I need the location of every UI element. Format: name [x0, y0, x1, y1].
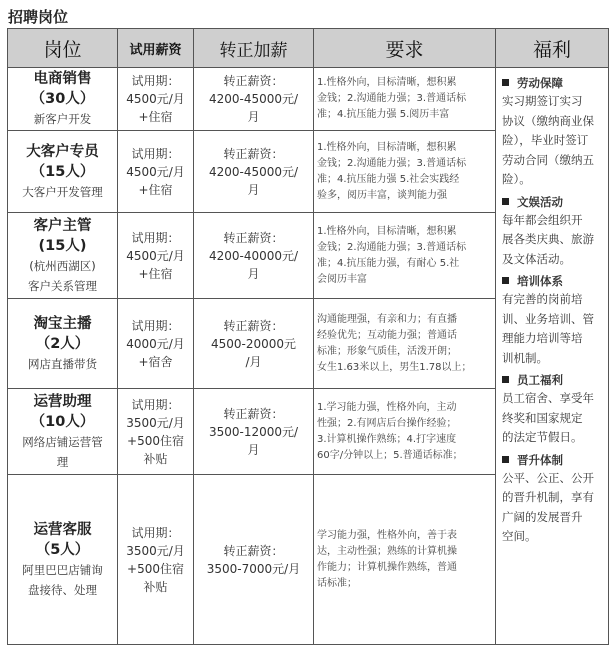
trial-line: +住宿 — [138, 182, 173, 197]
header-requirements: 要求 — [314, 29, 496, 68]
benefit-desc: 公平、公正、公开 的晋升机制，享有 广阔的发展晋升 空间。 — [502, 470, 594, 543]
requirements-cell — [314, 131, 496, 213]
header-row — [8, 29, 609, 68]
requirements-cell — [314, 475, 496, 645]
benefit-title: 文娱活动 — [502, 193, 603, 211]
regular-line: 月 — [247, 182, 260, 197]
position-cell — [8, 475, 118, 645]
regular-salary-cell — [194, 389, 314, 475]
requirements-cell — [314, 389, 496, 475]
square-bullet-icon — [502, 376, 509, 383]
trial-line: +宿舍 — [138, 354, 173, 369]
benefit-title: 劳动保障 — [502, 74, 603, 92]
position-cell — [8, 213, 118, 299]
position-name: 淘宝主播 — [33, 315, 92, 332]
trial-salary-cell — [118, 68, 194, 131]
regular-line: /月 — [245, 354, 262, 369]
page-title: 招聘岗位 — [8, 8, 69, 26]
regular-line: 4200-40000元/ — [208, 248, 299, 263]
trial-line: 试用期： — [131, 230, 180, 245]
position-cell — [8, 389, 118, 475]
benefit-desc: 有完善的岗前培 训、业务培训、管 理能力培训等培 训机制。 — [502, 292, 594, 365]
position-desc: 阿里巴巴店铺询 — [22, 562, 103, 577]
requirement-line: 标准；形象气质佳，活泼开朗； — [317, 345, 457, 357]
trial-line: 补贴 — [143, 579, 168, 594]
requirement-line: 准；4.抗压能力强 5.社会实践经 — [317, 173, 460, 185]
trial-line: 试用期： — [131, 146, 180, 161]
position-name: 客户主管 — [33, 217, 92, 234]
trial-line: +住宿 — [138, 110, 173, 124]
trial-line: 3500元/月 — [126, 415, 185, 430]
requirements-cell — [314, 299, 496, 389]
position-desc: 新客户开发 — [33, 112, 92, 126]
trial-line: 试用期： — [131, 525, 180, 540]
position-count: （5人） — [35, 541, 90, 558]
requirement-line: 金钱；2.沟通能力强；3.普通话标 — [317, 93, 467, 104]
trial-line: 补贴 — [143, 451, 168, 466]
position-desc: (杭州西湖区) — [29, 258, 96, 273]
position-count: （2人） — [35, 335, 90, 352]
requirement-line: 准；4.抗压能力强 5.阅历丰富 — [317, 109, 450, 120]
requirement-line: 沟通能理强，有亲和力；有直播 — [317, 313, 457, 325]
benefit-title: 员工福利 — [502, 371, 603, 389]
regular-line: 3500-7000元/月 — [206, 561, 301, 576]
trial-line: 4500元/月 — [126, 164, 185, 179]
regular-line: 转正薪资： — [223, 543, 284, 558]
regular-salary-cell — [194, 475, 314, 645]
position-count: （15人） — [30, 163, 95, 180]
header-position: 岗位 — [8, 29, 118, 68]
trial-line: 试用期： — [131, 397, 180, 412]
regular-salary-cell — [194, 299, 314, 389]
regular-line: 转正薪资： — [223, 146, 284, 161]
square-bullet-icon — [502, 277, 509, 284]
square-bullet-icon — [502, 456, 509, 463]
requirements-cell — [314, 213, 496, 299]
requirement-line: 话标准； — [317, 577, 357, 589]
square-bullet-icon — [502, 198, 509, 205]
requirement-line: 金钱；2.沟通能力强；3.普通话标 — [317, 157, 467, 169]
position-cell — [8, 131, 118, 213]
benefit-desc: 员工宿舍、享受年 终奖和国家规定 的法定节假日。 — [502, 391, 594, 444]
position-name: 电商销售 — [33, 71, 92, 87]
regular-line: 月 — [247, 442, 260, 457]
regular-line: 转正薪资： — [223, 406, 284, 421]
requirement-line: 金钱；2.沟通能力强；3.普通话标 — [317, 241, 467, 253]
recruitment-table — [7, 28, 609, 645]
square-bullet-icon — [502, 79, 509, 86]
trial-line: 3500元/月 — [126, 543, 185, 558]
regular-line: 3500-12000元/ — [208, 424, 299, 439]
position-desc: 盘接待、处理 — [28, 582, 97, 597]
benefit-desc: 实习期签订实习 协议（缴纳商业保 险），毕业时签订 劳动合同（缴纳五 险）。 — [502, 94, 594, 186]
position-count: (15人) — [38, 237, 87, 254]
requirement-line: 1.学习能力强，性格外向，主动 — [317, 401, 457, 413]
requirement-line: 1.性格外向，目标清晰，想积累 — [317, 225, 457, 237]
trial-line: +500住宿 — [127, 561, 184, 576]
requirement-line: 准；4.抗压能力强，有耐心 5.社 — [317, 257, 460, 269]
regular-line: 4200-45000元/ — [208, 164, 299, 179]
trial-line: 4500元/月 — [126, 92, 185, 106]
trial-salary-cell — [118, 131, 194, 213]
trial-salary-cell — [118, 389, 194, 475]
requirement-line: 60字/分钟以上；5.普通话标准； — [317, 449, 463, 461]
regular-salary-cell — [194, 213, 314, 299]
requirement-line: 达，主动性强；熟练的计算机操 — [317, 545, 457, 557]
position-name: 运营助理 — [33, 393, 92, 410]
benefit-title: 晋升体制 — [502, 451, 603, 469]
position-cell — [8, 68, 118, 131]
regular-line: 4500-20000元 — [210, 336, 297, 351]
trial-line: 试用期： — [131, 318, 180, 333]
position-count: （10人） — [30, 413, 95, 430]
requirement-line: 会阅历丰富 — [317, 273, 367, 285]
trial-line: +500住宿 — [127, 433, 184, 448]
position-desc: 理 — [56, 454, 69, 469]
header-trial-salary: 试用薪资 — [118, 29, 194, 68]
regular-salary-cell — [194, 68, 314, 131]
table-row — [8, 68, 609, 131]
requirement-line: 经验优先；互动能力强；普通话 — [317, 329, 457, 341]
regular-line: 月 — [247, 110, 260, 124]
regular-line: 转正薪资： — [223, 74, 284, 88]
benefits-cell — [496, 68, 609, 645]
trial-salary-cell — [118, 213, 194, 299]
requirement-line: 3.计算机操作熟练；4.打字速度 — [317, 433, 457, 445]
requirement-line: 性强；2.有网店后台操作经验； — [317, 417, 457, 429]
position-desc: 网络店铺运营管 — [22, 434, 103, 449]
requirements-cell — [314, 68, 496, 131]
benefit-title: 培训体系 — [502, 272, 603, 290]
trial-salary-cell — [118, 299, 194, 389]
trial-line: 4000元/月 — [126, 336, 185, 351]
position-name: 大客户专员 — [26, 143, 99, 160]
regular-line: 4200-45000元/ — [208, 92, 299, 106]
trial-line: 4500元/月 — [126, 248, 185, 263]
header-regular-salary: 转正加薪 — [194, 29, 314, 68]
position-count: （30人） — [30, 91, 95, 107]
requirement-line: 女生1.63米以上，男生1.78以上； — [317, 361, 472, 373]
requirement-line: 作能力；计算机操作熟练，普通 — [317, 561, 457, 573]
regular-line: 转正薪资： — [223, 318, 284, 333]
benefit-desc: 每年都会组织开 展各类庆典、旅游 及文体活动。 — [502, 212, 594, 266]
position-name: 运营客服 — [33, 521, 92, 538]
requirement-line: 1.性格外向，目标清晰，想积累 — [317, 141, 457, 153]
regular-line: 转正薪资： — [223, 230, 284, 245]
position-desc: 网店直播带货 — [28, 356, 97, 371]
regular-line: 月 — [247, 266, 260, 281]
requirement-line: 学习能力强，性格外向，善于表 — [317, 529, 457, 541]
position-cell — [8, 299, 118, 389]
trial-line: +住宿 — [138, 266, 173, 281]
trial-line: 试用期： — [131, 74, 180, 88]
position-desc: 大客户开发管理 — [22, 184, 103, 199]
regular-salary-cell — [194, 131, 314, 213]
position-desc: 客户关系管理 — [28, 278, 97, 293]
trial-salary-cell — [118, 475, 194, 645]
header-benefits: 福利 — [496, 29, 609, 68]
requirement-line: 验多，阅历丰富，谈判能力强 — [317, 189, 447, 201]
requirement-line: 1.性格外向，目标清晰，想积累 — [317, 77, 457, 88]
